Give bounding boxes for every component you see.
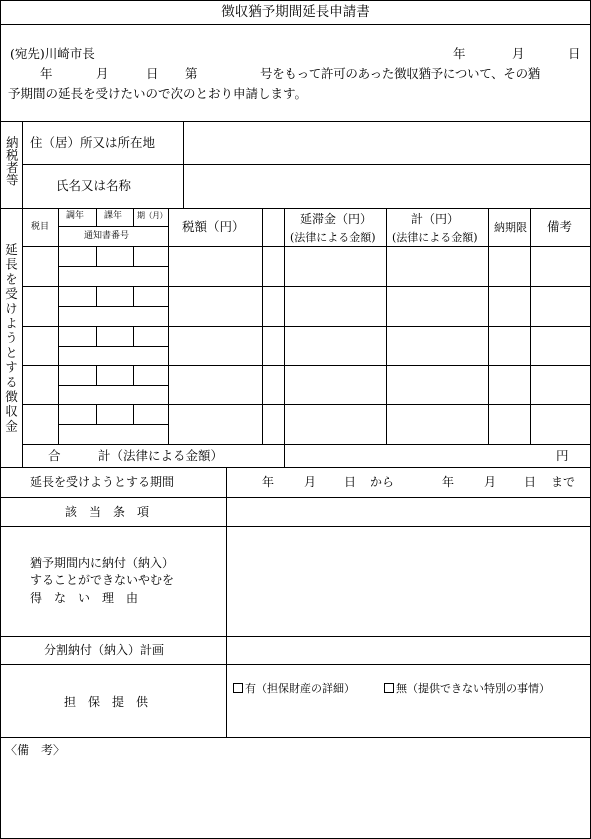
- intro-year: 年: [40, 66, 53, 81]
- header-tax-item: 税目: [31, 222, 50, 232]
- header-period: 期（月）: [137, 211, 167, 220]
- header-total: 計（円）: [411, 212, 460, 226]
- installment-field[interactable]: [229, 638, 588, 663]
- intro-line2-text: 予期間の延長を受けたいので次のとおり申請します。: [8, 86, 308, 101]
- date-year-label: 年: [453, 46, 466, 61]
- collateral-yes-label: 有（担保財産の詳細）: [245, 682, 355, 695]
- name-label: 氏名又は名称: [56, 178, 132, 193]
- reason-label-line3: 得 な い 理 由: [30, 591, 139, 605]
- period-from-text: から: [370, 475, 395, 489]
- header-notice-no: 通知書番号: [84, 231, 130, 241]
- date-month-label: 月: [512, 46, 525, 61]
- intro-line1-text: 号をもって許可のあった徴収猶予について、その猶: [260, 66, 540, 81]
- form-title: 徴収猶予期間延長申請書: [221, 4, 370, 20]
- clause-label: 該 当 条 項: [65, 505, 150, 519]
- period-to-text: まで: [551, 475, 576, 489]
- period-from-year: 年: [262, 475, 275, 489]
- header-year-div: 課年: [104, 211, 123, 221]
- remarks-label: 〈備 考〉: [5, 743, 66, 757]
- period-from-month: 月: [304, 475, 317, 489]
- address-field[interactable]: [186, 123, 588, 163]
- collateral-option-no[interactable]: [384, 683, 550, 694]
- header-due-date: 納期限: [494, 221, 527, 234]
- collateral-label: 担 保 提 供: [64, 695, 149, 709]
- intro-number-prefix: 第: [185, 66, 198, 81]
- installment-label: 分割納付（納入）計画: [44, 643, 165, 657]
- reason-label-line2: することができないやむを: [30, 573, 175, 587]
- collateral-no-label: 無（提供できない特別の事情）: [396, 682, 550, 695]
- header-delinquency-sub: (法律による金額): [290, 231, 376, 244]
- name-field[interactable]: [186, 167, 588, 207]
- reason-field[interactable]: [229, 528, 588, 634]
- period-to-day: 日: [524, 475, 537, 489]
- addressee: (宛先)川崎市長: [10, 46, 95, 61]
- period-from-day: 日: [344, 475, 357, 489]
- sum-yen-unit: 円: [556, 448, 569, 463]
- header-tax-amount: 税額（円）: [182, 219, 245, 234]
- collection-section-label: 延長を受けようとする徴収金: [3, 243, 19, 435]
- collateral-no-checkbox[interactable]: [384, 683, 394, 693]
- collateral-option-yes[interactable]: [233, 683, 355, 694]
- period-label: 延長を受けようとする期間: [30, 475, 175, 489]
- collateral-yes-checkbox[interactable]: [233, 683, 243, 693]
- header-remarks: 備考: [547, 219, 573, 234]
- header-total-sub: (法律による金額): [392, 231, 478, 244]
- address-label: 住（居）所又は所在地: [30, 135, 156, 150]
- period-to-year: 年: [442, 475, 455, 489]
- header-year-adj: 調年: [66, 211, 85, 221]
- sum-label: 合 計（法律による金額）: [48, 448, 224, 463]
- header-delinquency: 延滞金（円）: [300, 212, 373, 226]
- taxpayer-section-label: 納税者等: [4, 136, 20, 186]
- intro-day: 日: [146, 66, 159, 81]
- clause-field[interactable]: [229, 499, 588, 525]
- intro-month: 月: [96, 66, 109, 81]
- reason-label-line1: 猶予期間内に納付（納入）: [30, 556, 175, 570]
- remarks-field[interactable]: [4, 762, 586, 834]
- date-day-label: 日: [568, 46, 581, 61]
- period-to-month: 月: [484, 475, 497, 489]
